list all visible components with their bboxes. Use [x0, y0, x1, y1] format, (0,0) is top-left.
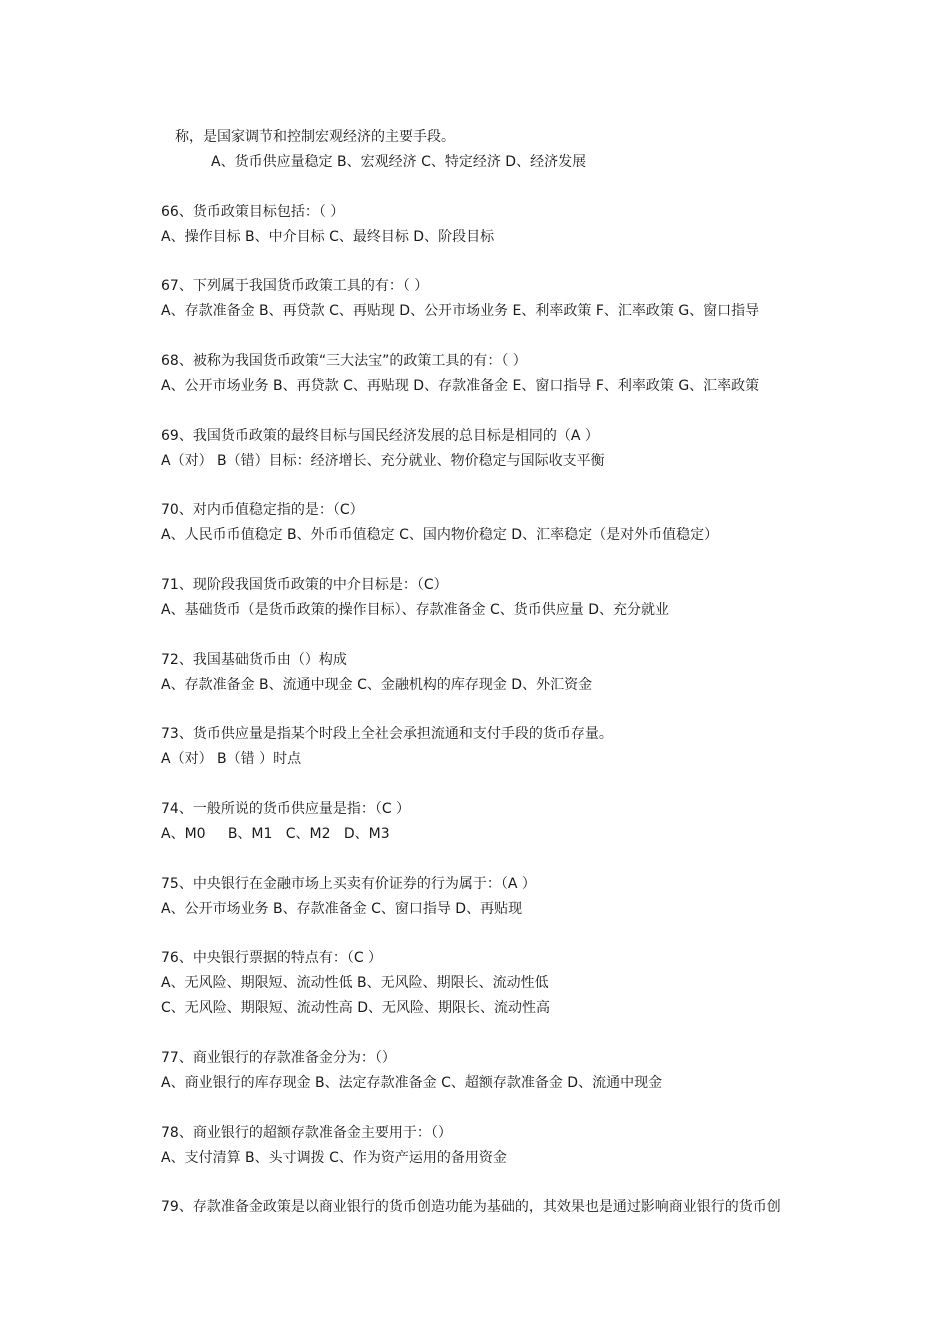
question-69: 69、我国货币政策的最终目标与国民经济发展的总目标是相同的（A ）: [161, 428, 599, 444]
question-67: 67、下列属于我国货币政策工具的有：（ ）: [161, 278, 429, 294]
options-77: A、商业银行的库存现金 B、法定存款准备金 C、超额存款准备金 D、流通中现金: [161, 1075, 663, 1091]
question-66: 66、货币政策目标包括：（ ）: [161, 204, 345, 220]
options-75: A、公开市场业务 B、存款准备金 C、窗口指导 D、再贴现: [161, 901, 523, 917]
options-78: A、支付清算 B、头寸调拨 C、作为资产运用的备用资金: [161, 1150, 507, 1166]
question-75: 75、中央银行在金融市场上买卖有价证券的行为属于：（A ）: [161, 876, 536, 892]
question-77: 77、商业银行的存款准备金分为：（）: [161, 1050, 396, 1066]
options-73: A（对） B（错 ）时点: [161, 751, 302, 767]
question-73: 73、货币供应量是指某个时段上全社会承担流通和支付手段的货币存量。: [161, 726, 613, 742]
options-74: A、M0 B、M1 C、M2 D、M3: [161, 826, 390, 842]
options-66: A、操作目标 B、中介目标 C、最终目标 D、阶段目标: [161, 229, 495, 245]
intro-continuation: 称，是国家调节和控制宏观经济的主要手段。: [175, 129, 455, 145]
options-67: A、存款准备金 B、再贷款 C、再贴现 D、公开市场业务 E、利率政策 F、汇率政策 G、窗口指导: [161, 303, 760, 319]
question-76: 76、中央银行票据的特点有：（C ）: [161, 950, 383, 966]
question-70: 70、对内币值稳定指的是：（C）: [161, 502, 364, 518]
question-78: 78、商业银行的超额存款准备金主要用于：（）: [161, 1125, 452, 1141]
question-71: 71、现阶段我国货币政策的中介目标是：（C）: [161, 577, 448, 593]
options-71: A、基础货币（是货币政策的操作目标）、存款准备金 C、货币供应量 D、充分就业: [161, 602, 670, 618]
options-76-a: A、无风险、期限短、流动性低 B、无风险、期限长、流动性低: [161, 975, 549, 991]
options-68: A、公开市场业务 B、再贷款 C、再贴现 D、存款准备金 E、窗口指导 F、利率政策 G、汇率政策: [161, 378, 760, 394]
options-72: A、存款准备金 B、流通中现金 C、金融机构的库存现金 D、外汇资金: [161, 677, 593, 693]
options-76-c: C、无风险、期限短、流动性高 D、无风险、期限长、流动性高: [161, 1000, 551, 1016]
options-69: A（对） B（错）目标：经济增长、充分就业、物价稳定与国际收支平衡: [161, 453, 605, 469]
question-68: 68、被称为我国货币政策“三大法宝”的政策工具的有：（ ）: [161, 353, 527, 369]
intro-options: A、货币供应量稳定 B、宏观经济 C、特定经济 D、经济发展: [211, 154, 587, 170]
question-72: 72、我国基础货币由（）构成: [161, 652, 347, 668]
options-70: A、人民币币值稳定 B、外币币值稳定 C、国内物价稳定 D、汇率稳定（是对外币值稳定）: [161, 527, 719, 543]
question-79: 79、存款准备金政策是以商业银行的货币创造功能为基础的，其效果也是通过影响商业银行的货币创: [161, 1199, 781, 1215]
question-74: 74、一般所说的货币供应量是指：（C ）: [161, 801, 411, 817]
